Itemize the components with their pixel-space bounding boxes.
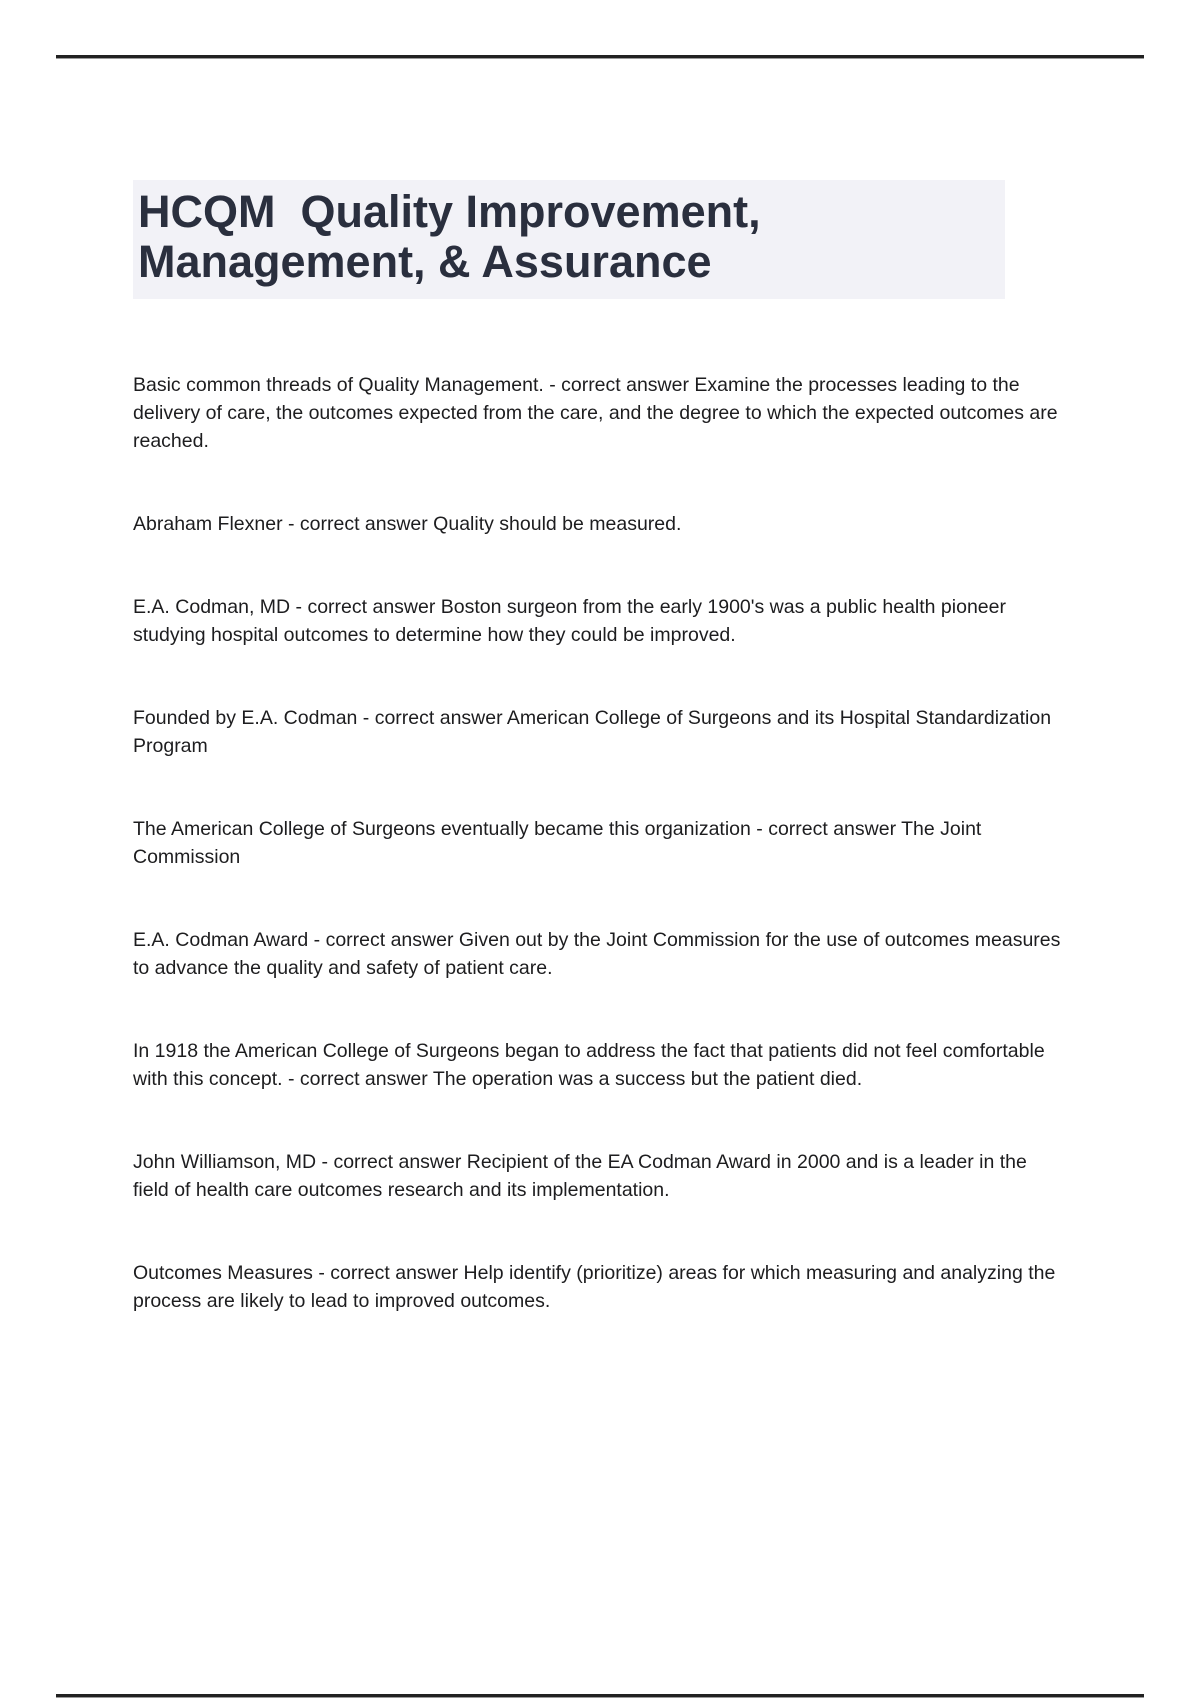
qa-item: John Williamson, MD - correct answer Recipient of the EA Codman Award in 2000 and is a leader in the field of health care outcomes research and its implementation. (133, 1151, 1027, 1201)
bottom-horizontal-rule (56, 1694, 1144, 1698)
qa-item: Basic common threads of Quality Management. - correct answer Examine the processes leading to the delivery of care, the outcomes expected from the care, and the degree to which the expected outcomes are reached. (133, 374, 1058, 452)
qa-item: Founded by E.A. Codman - correct answer American College of Surgeons and its Hospital Standardization Program (133, 707, 1052, 757)
qa-list (133, 371, 1068, 1315)
qa-item: In 1918 the American College of Surgeons began to address the fact that patients did not feel comfortable with this concept. - correct answer The operation was a success but the patient died. (133, 1040, 1045, 1090)
page-title: HCQM Quality Improvement, Management, & Assurance (138, 186, 774, 287)
qa-item: Abraham Flexner - correct answer Quality should be measured. (133, 513, 682, 535)
qa-item: E.A. Codman Award - correct answer Given out by the Joint Commission for the use of outcomes measures to advance the quality and safety of patient care. (133, 929, 1061, 979)
title-highlight-block (133, 180, 1005, 299)
top-horizontal-rule (56, 55, 1144, 59)
qa-item: The American College of Surgeons eventually became this organization - correct answer The Joint Commission (133, 818, 982, 868)
qa-item: E.A. Codman, MD - correct answer Boston surgeon from the early 1900's was a public health pioneer studying hospital outcomes to determine how they could be improved. (133, 596, 1006, 646)
document-content (133, 180, 1068, 1370)
qa-item: Outcomes Measures - correct answer Help identify (prioritize) areas for which measuring and analyzing the process are likely to lead to improved outcomes. (133, 1262, 1056, 1312)
